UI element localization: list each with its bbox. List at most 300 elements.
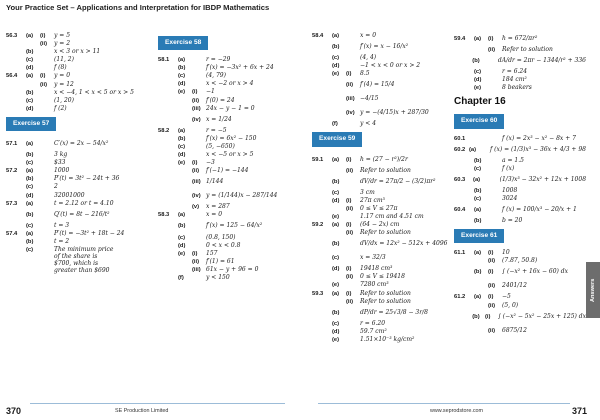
answer-row <box>454 76 586 84</box>
answer-row <box>454 165 586 173</box>
answer-row <box>158 143 298 151</box>
answer-text: 0 < x < 0.8 <box>206 241 241 249</box>
answer-text: f′(x) = 6x² − 150 <box>206 134 257 142</box>
answer-text: x = 287 <box>206 203 230 211</box>
subpart-label: (iv) <box>192 193 201 200</box>
part-label: (b) <box>332 241 340 248</box>
answer-row <box>158 64 298 72</box>
answer-text: Refer to solution <box>360 166 411 174</box>
answer-row <box>454 265 586 279</box>
answer-row <box>454 293 586 301</box>
answer-text: −1 <box>206 88 215 96</box>
answer-row <box>312 290 452 298</box>
answer-text: 184 cm² <box>502 76 527 84</box>
answer-row <box>6 167 146 175</box>
subpart-label: (ii) <box>346 274 354 281</box>
subpart-label: (iv) <box>346 110 355 117</box>
answer-row <box>6 238 146 246</box>
answer-row <box>158 159 298 167</box>
answer-text: 8.5 <box>360 70 370 78</box>
answer-text: 32001000 <box>54 191 85 199</box>
answer-text: b = 20 <box>502 217 523 225</box>
answer-text: 1008 <box>502 186 518 194</box>
part-label: (a) <box>178 212 186 219</box>
answer-row <box>454 257 586 265</box>
answer-text: dV/dx = 12x² − 512x + 4096 <box>360 240 448 248</box>
answer-text: 59.7 cm² <box>360 327 387 335</box>
answer-row <box>6 64 146 72</box>
answer-row <box>6 97 146 105</box>
subpart-label: (iii) <box>192 266 201 273</box>
question-number: 60.2 <box>454 146 466 153</box>
answer-row <box>312 221 452 229</box>
answer-row <box>6 183 146 191</box>
answer-row <box>312 281 452 289</box>
answer-text: 3 kg <box>54 151 68 159</box>
answer-text: −3 <box>206 159 215 167</box>
part-label: (c) <box>26 222 34 229</box>
question-number: 58.2 <box>158 127 170 134</box>
answer-text: f′(x) = x − 16/x² <box>360 43 409 51</box>
answer-row <box>312 167 452 175</box>
part-label: (c) <box>474 165 482 172</box>
answer-text: (0.8, 150) <box>206 233 236 241</box>
answer-row <box>312 213 452 221</box>
answer-text: y < 4 <box>360 120 377 128</box>
answer-text: x < −2 or x > 4 <box>206 80 254 88</box>
answer-text: t = 2.12 or t = 4.10 <box>54 199 114 207</box>
answer-row <box>312 106 452 120</box>
answer-row <box>312 273 452 281</box>
subpart-label: (i) <box>192 160 198 167</box>
answer-text: (5, 0) <box>502 301 519 309</box>
answer-text: ∫ (−x² + 16x − 60) dx <box>502 268 568 276</box>
subpart-label: (iii) <box>192 179 201 186</box>
answer-text: r = 6.20 <box>360 319 386 327</box>
exercise-heading: Exercise 61 <box>454 229 504 243</box>
answer-text: f′(x) = 125 − 64/x² <box>206 222 263 230</box>
part-label: (b) <box>472 58 480 65</box>
answer-row <box>158 56 298 64</box>
answer-row <box>6 40 146 48</box>
answer-text: (11, 2) <box>54 56 74 64</box>
part-label: (d) <box>26 105 34 112</box>
subpart-label: (ii) <box>488 302 496 309</box>
answer-row <box>312 54 452 62</box>
question-number: 59.2 <box>312 222 324 229</box>
subpart-label: (ii) <box>346 298 354 305</box>
answer-row <box>6 230 146 238</box>
answer-text: 27π cm³ <box>360 196 385 204</box>
part-label: (d) <box>332 197 340 204</box>
answer-text: −4/15 <box>360 95 379 103</box>
subpart-label: (ii) <box>346 230 354 237</box>
answer-text: x = 32/3 <box>360 254 386 262</box>
part-label: (e) <box>332 71 340 78</box>
part-label: (f) <box>178 274 184 281</box>
answer-text: Refer to solution <box>502 46 553 53</box>
part-label: (c) <box>26 160 34 167</box>
answer-text: (7.87, 50.8) <box>502 257 538 265</box>
subpart-label: (ii) <box>346 167 354 174</box>
answer-row <box>6 200 146 208</box>
answer-row <box>158 72 298 80</box>
question-number: 57.3 <box>6 200 18 207</box>
answer-row <box>158 189 298 203</box>
part-label: (b) <box>474 218 482 225</box>
subpart-label: (i) <box>346 156 352 163</box>
answer-row <box>454 32 586 46</box>
subpart-label: (i) <box>484 313 491 320</box>
subpart-label: (ii) <box>192 168 200 175</box>
answer-row <box>312 120 452 128</box>
footer-rule-left <box>30 403 285 404</box>
question-number: 58.3 <box>158 212 170 219</box>
part-label: (b) <box>26 49 34 56</box>
part-label: (a) <box>469 146 477 153</box>
part-label: (e) <box>178 89 186 96</box>
exercise-heading: Exercise 58 <box>158 36 208 50</box>
part-label: (c) <box>26 97 34 104</box>
part-label: (c) <box>474 69 482 76</box>
answers-column-3 <box>312 32 452 344</box>
question-number: 56.3 <box>6 33 18 39</box>
subpart-label: (iii) <box>192 105 201 112</box>
question-number: 60.1 <box>454 135 466 142</box>
part-label: (a) <box>474 206 482 213</box>
answer-text: x = 0 <box>360 32 377 39</box>
answer-row <box>312 40 452 54</box>
subpart-label: (i) <box>488 35 494 42</box>
answer-text: f′(−1) = −144 <box>206 167 249 175</box>
answer-row <box>158 113 298 127</box>
answer-text: P′(t) = −3t² + 18t − 24 <box>54 229 125 237</box>
part-label: (b) <box>26 238 34 245</box>
part-label: (c) <box>332 320 340 327</box>
answer-row <box>158 258 298 266</box>
part-label: (a) <box>26 140 34 147</box>
answer-row <box>158 175 298 189</box>
subpart-label: (ii) <box>346 205 354 212</box>
answer-text: Refer to solution <box>360 289 411 297</box>
answer-text: y = 12 <box>54 80 74 88</box>
answer-text: 3 cm <box>360 188 375 196</box>
subpart-label: (i) <box>488 250 494 257</box>
answer-row <box>454 135 586 143</box>
answers-column-4 <box>454 32 586 338</box>
part-label: (d) <box>26 65 34 72</box>
subpart-label: (i) <box>488 294 494 301</box>
answer-text: r = −29 <box>206 56 231 64</box>
subpart-label: (i) <box>192 89 198 96</box>
part-label: (a) <box>178 57 186 64</box>
part-label: (b) <box>178 223 186 230</box>
answer-text: t = 3 <box>54 221 70 229</box>
part-label: (e) <box>178 160 186 167</box>
answer-text: Q′(t) = 8t − 216/t² <box>54 210 110 218</box>
subpart-label: (iv) <box>192 116 201 123</box>
part-label: (a) <box>332 222 340 229</box>
part-label: (d) <box>332 328 340 335</box>
subpart-label: (i) <box>346 197 352 204</box>
answer-row <box>312 336 452 344</box>
answer-text: −5 <box>502 293 511 301</box>
answer-row <box>158 127 298 135</box>
part-label: (c) <box>332 189 340 196</box>
answer-text: f (x) = (1/3)x³ − 36x + 4/3 + 98 <box>490 145 586 153</box>
question-number: 59.3 <box>312 290 324 297</box>
publisher-name: SE Production Limited <box>115 408 169 414</box>
answer-text: P′(t) = 3t² − 24t + 36 <box>54 175 120 183</box>
question-number: 59.4 <box>454 35 466 42</box>
part-label: (d) <box>178 81 186 88</box>
answer-row <box>158 274 298 282</box>
answer-row <box>158 88 298 96</box>
subpart-label: (i) <box>192 250 198 257</box>
answer-row <box>158 151 298 159</box>
answer-text: 61x − y + 96 = 0 <box>206 265 259 273</box>
answer-text: (1, 20) <box>54 96 74 104</box>
answer-row <box>454 187 586 195</box>
answer-text: −1 < x < 0 or x > 2 <box>360 62 421 70</box>
answer-text: f (x) = 2x³ − x² − 8x + 7 <box>502 134 576 142</box>
answer-row <box>312 78 452 92</box>
answer-row <box>454 54 586 68</box>
answer-row <box>158 167 298 175</box>
answer-row <box>312 153 452 167</box>
part-label: (b) <box>332 44 340 51</box>
answer-row <box>312 62 452 70</box>
part-label: (b) <box>332 178 340 185</box>
answer-text: (5, −650) <box>206 142 235 150</box>
part-label: (b) <box>26 176 34 183</box>
answer-row <box>312 32 452 40</box>
publisher-website: www.seprodstore.com <box>430 408 484 414</box>
question-number: 58.1 <box>158 57 170 64</box>
answer-row <box>158 211 298 219</box>
answer-row <box>158 97 298 105</box>
footer-rule-right <box>318 403 570 404</box>
page-header-title: Your Practice Set – Applications and Interpretation for IBDP Mathematics <box>6 3 270 12</box>
answer-row <box>454 46 586 54</box>
question-number: 60.4 <box>454 206 466 213</box>
answer-text: (4, 79) <box>206 72 226 80</box>
answer-text: C′(x) = 2x − 54/x² <box>54 139 109 147</box>
answer-row <box>312 320 452 328</box>
answer-row <box>6 48 146 56</box>
answer-row <box>312 237 452 251</box>
answer-row <box>454 324 586 338</box>
answer-row <box>312 70 452 78</box>
exercise-heading: Exercise 60 <box>454 114 504 128</box>
part-label: (b) <box>178 135 186 142</box>
answer-text: Refer to solution <box>360 229 411 237</box>
answer-row <box>6 192 146 200</box>
answer-row <box>454 302 586 310</box>
answer-text: x < −5 or x > 5 <box>206 151 254 159</box>
answer-text: 19418 cm³ <box>360 265 393 273</box>
subpart-label: (iii) <box>346 96 355 103</box>
answer-row <box>454 310 586 324</box>
answer-row <box>454 217 586 225</box>
answer-row <box>454 195 586 203</box>
answer-row <box>158 266 298 274</box>
subpart-label: (ii) <box>488 258 496 265</box>
subpart-label: (i) <box>40 73 46 80</box>
question-number: 56.4 <box>6 73 18 80</box>
answer-text: Refer to solution <box>360 297 411 305</box>
subpart-label: (i) <box>346 290 352 297</box>
answer-text: (64 − 2x) cm <box>360 221 400 229</box>
answer-row <box>6 81 146 89</box>
answer-row <box>312 229 452 237</box>
answer-row <box>158 105 298 113</box>
part-label: (a) <box>332 33 340 39</box>
part-label: (b) <box>474 157 482 164</box>
part-label: (a) <box>474 294 482 301</box>
part-label: (a) <box>474 250 482 257</box>
answers-side-tab: Answers <box>586 262 600 318</box>
answer-text: 6875/12 <box>502 326 527 334</box>
answer-row <box>312 92 452 106</box>
part-label: (d) <box>26 192 34 199</box>
answer-row <box>6 32 146 40</box>
answer-text: 0 ≤ V ≤ 19418 <box>360 273 405 281</box>
part-label: (e) <box>178 250 186 257</box>
answer-text: f′(x) = −3x² + 6x + 24 <box>206 64 274 72</box>
answer-text: y = −(4/15)x + 287/30 <box>360 109 429 117</box>
subpart-label: (ii) <box>192 97 200 104</box>
answer-text: f (8) <box>54 64 67 72</box>
part-label: (a) <box>26 33 34 39</box>
answer-text: y = 2 <box>54 40 71 48</box>
right-page-number: 371 <box>572 406 588 416</box>
subpart-label: (v) <box>192 204 200 211</box>
part-label: (c) <box>26 57 34 64</box>
part-label: (a) <box>26 200 34 207</box>
question-number: 61.1 <box>454 250 466 257</box>
answer-row <box>312 197 452 205</box>
answer-text: 3024 <box>502 194 518 202</box>
answer-row <box>312 306 452 320</box>
part-label: (c) <box>332 255 340 262</box>
answer-text: h = 672/πr² <box>502 34 538 42</box>
answer-text: x < −4, 1 < x < 5 or x > 5 <box>54 88 134 96</box>
answer-row <box>6 56 146 64</box>
answer-row <box>312 265 452 273</box>
answer-row <box>454 279 586 293</box>
subpart-label: (i) <box>488 269 494 276</box>
question-number: 59.1 <box>312 156 324 163</box>
answer-text: 1/144 <box>206 178 224 186</box>
part-label: (c) <box>178 73 186 80</box>
part-label: (c) <box>178 234 186 241</box>
answer-text: y = 0 <box>54 72 71 80</box>
answer-row <box>6 159 146 167</box>
answer-text: 0 ≤ V ≤ 27π <box>360 204 398 212</box>
answer-row <box>6 89 146 97</box>
part-label: (e) <box>332 213 340 220</box>
part-label: (a) <box>473 176 481 183</box>
subpart-label: (ii) <box>40 81 48 88</box>
answer-text: x = 1/24 <box>206 115 232 123</box>
question-number: 57.2 <box>6 168 18 175</box>
part-label: (a) <box>332 290 340 297</box>
answer-text: 2 <box>54 183 58 191</box>
part-label: (c) <box>26 246 34 253</box>
answer-row <box>6 151 146 159</box>
answer-text: (1/3)x³ − 32x² + 12x + 1008 <box>499 175 587 183</box>
answers-block-59-4 <box>454 32 586 92</box>
chapter-heading: Chapter 16 <box>454 96 506 108</box>
question-number: 57.4 <box>6 230 18 237</box>
part-label: (e) <box>332 336 340 343</box>
answer-row <box>454 143 586 157</box>
question-number: 57.1 <box>6 140 18 147</box>
answer-row <box>454 157 586 165</box>
part-label: (c) <box>178 143 186 150</box>
subpart-label: (ii) <box>488 283 496 290</box>
answer-row <box>454 203 586 217</box>
answer-row <box>6 175 146 183</box>
part-label: (a) <box>332 156 340 163</box>
part-label: (a) <box>26 168 34 175</box>
question-number: 61.2 <box>454 294 466 301</box>
answer-row <box>158 234 298 242</box>
answer-text: h = (27 − r²)/2r <box>360 155 408 163</box>
answers-column-1 <box>6 32 146 274</box>
answer-text: x = 0 <box>206 211 223 219</box>
answer-row <box>6 208 146 222</box>
answer-text: 10 <box>502 249 510 257</box>
answer-row <box>312 205 452 213</box>
part-label: (a) <box>474 35 482 42</box>
part-label: (d) <box>474 77 482 84</box>
answer-text: 1.51×10⁻³ kg/cm² <box>360 335 415 343</box>
answer-row <box>312 251 452 265</box>
answer-text: r = 6.24 <box>502 68 528 76</box>
part-label: (d) <box>332 266 340 273</box>
answer-row <box>312 328 452 336</box>
left-page-number: 370 <box>6 406 22 416</box>
answer-row <box>6 222 146 230</box>
answer-row <box>454 68 586 76</box>
answer-text: The minimum price of the share is $700, which is greater than $690 <box>54 245 114 274</box>
answer-text: 7280 cm³ <box>360 281 389 289</box>
subpart-label: (i) <box>346 71 352 78</box>
answer-row <box>158 135 298 143</box>
part-label: (e) <box>332 282 340 289</box>
part-label: (b) <box>472 313 480 320</box>
part-label: (a) <box>26 73 34 80</box>
answer-text: a = 1.5 <box>502 156 524 164</box>
answer-row <box>158 203 298 211</box>
answer-text: (4, 4) <box>360 54 377 62</box>
answer-text: 8 beakers <box>502 84 532 92</box>
answer-text: 2401/12 <box>502 282 527 290</box>
answer-row <box>6 246 146 274</box>
answers-block-chapter-16 <box>454 110 586 337</box>
part-label: (e) <box>474 85 482 92</box>
answer-text: f (x) <box>502 164 515 172</box>
subpart-label: (i) <box>40 33 46 39</box>
answer-text: y < 150 <box>206 273 230 281</box>
answer-row <box>312 175 452 189</box>
part-label: (b) <box>474 269 482 276</box>
part-label: (b) <box>26 211 34 218</box>
answer-row <box>158 80 298 88</box>
answer-row <box>6 72 146 80</box>
